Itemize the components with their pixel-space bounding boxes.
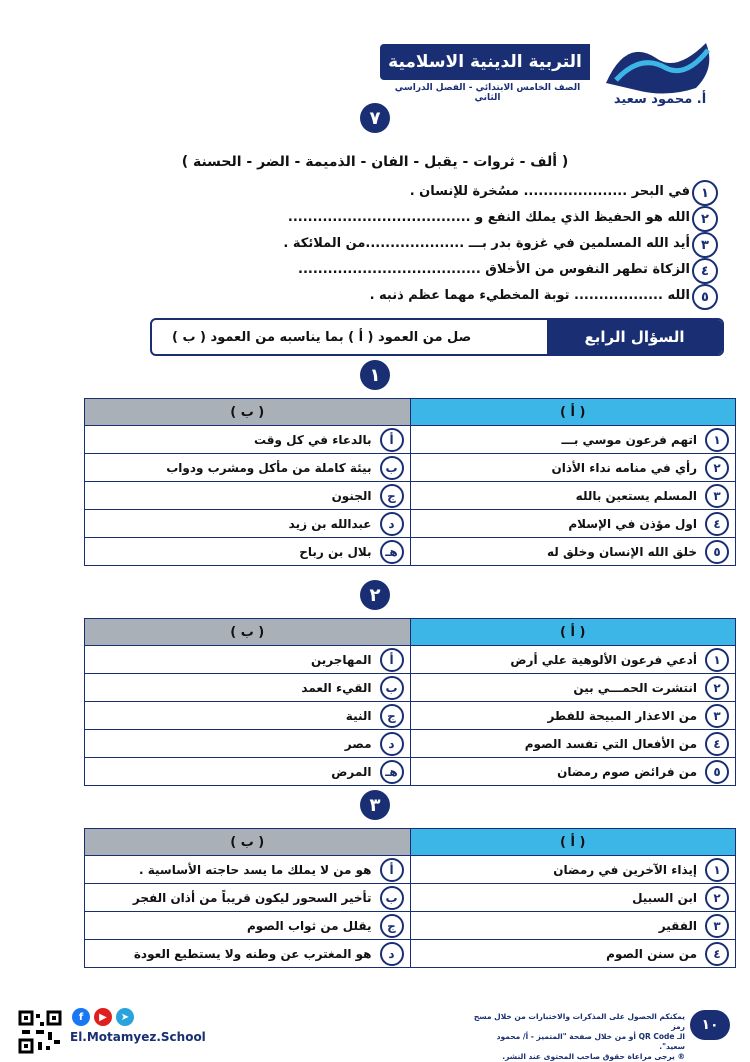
number-badge: ٢ <box>705 456 729 480</box>
matching-table <box>84 828 736 968</box>
number-badge: ٤ <box>705 732 729 756</box>
fill-item-number: ١ <box>692 180 718 206</box>
column-a-text: اتهم فرعون موسي بـــ <box>561 432 697 447</box>
column-b-text: المرض <box>331 764 372 779</box>
letter-badge: ج <box>380 704 404 728</box>
column-a-text: أدعي فرعون الألوهية علي أرض <box>510 652 697 667</box>
column-b-text: بالدعاء في كل وقت <box>253 432 372 447</box>
fill-item-text: في البحر ..................... مسُخرة للإنسان . <box>409 184 690 199</box>
question-banner <box>150 318 724 356</box>
header-subtitle: الصف الخامس الابتدائي - الفصل الدراسي الثاني <box>394 83 581 103</box>
table-row <box>85 538 736 566</box>
column-a-text: من الأفعال التي تفسد الصوم <box>524 736 697 751</box>
column-a-text: من الاعذار المبيحة للفطر <box>547 708 697 723</box>
facebook-icon[interactable]: f <box>72 1008 90 1026</box>
table-number-badge: ٢ <box>360 580 390 610</box>
table-number-badge: ٣ <box>360 790 390 820</box>
column-b-text: يقلل من ثواب الصوم <box>247 918 372 933</box>
table-row <box>85 730 736 758</box>
number-badge: ٤ <box>705 512 729 536</box>
column-a-text: المسلم يستعين بالله <box>575 488 697 503</box>
number-badge: ١ <box>705 858 729 882</box>
fill-item-text: الله .................. توبة المخطيء مهما عظم ذنبه . <box>369 288 690 303</box>
column-b-text: هو من لا يملك ما يسد حاجته الأساسية . <box>138 862 372 877</box>
column-b-text: النية <box>345 708 372 723</box>
table-row <box>85 856 736 884</box>
header-title-bar <box>380 44 590 80</box>
column-b-text: القيء العمد <box>301 680 372 695</box>
fill-item-text: أيد الله المسلمين في غزوة بدر بـــ ....................من الملائكة . <box>283 236 690 251</box>
column-b-text: مصر <box>344 736 372 751</box>
table-row <box>85 646 736 674</box>
matching-table <box>84 398 736 566</box>
letter-badge: د <box>380 512 404 536</box>
fill-item-text: الله هو الحفيظ الذي يملك النفع و ..................................... <box>287 210 690 225</box>
letter-badge: ب <box>380 676 404 700</box>
word-bank: ( ألف - ثروات - يقبل - الفان - الذميمة - الضر - الحسنة ) <box>181 154 569 170</box>
social-icons <box>72 1008 134 1026</box>
column-b-text: تأخير السحور ليكون قريباً من أذان الفجر <box>132 890 372 905</box>
column-a-text: انتشرت الحمـــي بين <box>573 680 697 695</box>
number-badge: ١ <box>705 648 729 672</box>
letter-badge: أ <box>380 858 404 882</box>
column-a-text: اول مؤذن في الإسلام <box>568 516 697 531</box>
qr-code-icon <box>18 1010 62 1054</box>
telegram-icon[interactable]: ➤ <box>116 1008 134 1026</box>
table-row <box>85 940 736 968</box>
site-name: El.Motamyez.School <box>70 1030 206 1044</box>
letter-badge: هـ <box>380 540 404 564</box>
letter-badge: ج <box>380 484 404 508</box>
header-title: التربية الدينية الاسلامية <box>388 52 582 72</box>
brand-logo <box>596 28 726 100</box>
table-row <box>85 482 736 510</box>
number-badge: ٣ <box>705 484 729 508</box>
column-b-header: ( ب ) <box>85 619 411 646</box>
youtube-icon[interactable]: ▶ <box>94 1008 112 1026</box>
number-badge: ٥ <box>705 540 729 564</box>
table-row <box>85 426 736 454</box>
column-a-text: من فرائض صوم رمضان <box>557 764 697 779</box>
table-row <box>85 884 736 912</box>
column-b-text: الجنون <box>331 488 372 503</box>
number-badge: ٢ <box>705 676 729 700</box>
number-badge: ٤ <box>705 942 729 966</box>
column-b-text: بيئة كاملة من مأكل ومشرب ودواب <box>166 460 372 475</box>
column-b-text: عبدالله بن زيد <box>288 516 372 531</box>
column-b-text: المهاجرين <box>310 652 372 667</box>
letter-badge: ج <box>380 914 404 938</box>
column-a-text: خلق الله الإنسان وخلق له <box>547 544 697 559</box>
matching-table <box>84 618 736 786</box>
question-text: صل من العمود ( أ ) بما يناسبه من العمود ( ب ) <box>172 329 472 345</box>
column-b-header: ( ب ) <box>85 399 411 426</box>
column-b-text: هو المغترب عن وطنه ولا يستطيع العودة <box>133 946 372 961</box>
number-badge: ٣ <box>705 704 729 728</box>
footer-note: يمكنكم الحصول على المذكرات والاختبارات من خلال مسح رمز الـ QR Code أو من خلال صفحة "المتميز - أ/ محمود سعيد". ® يرجى مراعاة حقوق صاحب المحتوى عند النشر. <box>473 1012 685 1061</box>
column-b-header: ( ب ) <box>85 829 411 856</box>
column-a-text: من سنن الصوم <box>606 946 697 961</box>
number-badge: ٣ <box>705 914 729 938</box>
fill-item-text: الزكاة تطهر النفوس من الأخلاق ..................................... <box>298 262 690 277</box>
table-number-badge: ١ <box>360 360 390 390</box>
table-row <box>85 454 736 482</box>
table-row <box>85 912 736 940</box>
column-a-text: الفقير <box>658 918 697 933</box>
table-row <box>85 510 736 538</box>
column-a-text: إيذاء الآخرين في رمضان <box>553 862 697 877</box>
column-a-text: رأي في منامه نداء الأذان <box>551 460 697 475</box>
page-number: ١٠ <box>690 1010 730 1040</box>
number-badge: ١ <box>705 428 729 452</box>
column-a-header: ( أ ) <box>410 399 736 426</box>
table-row <box>85 702 736 730</box>
number-badge: ٥ <box>705 760 729 784</box>
fill-item-number: ٥ <box>692 284 718 310</box>
fill-item-number: ٣ <box>692 232 718 258</box>
letter-badge: د <box>380 732 404 756</box>
table-row <box>85 674 736 702</box>
question-label: السؤال الرابع <box>547 320 722 354</box>
table-row <box>85 758 736 786</box>
letter-badge: ب <box>380 456 404 480</box>
section-number-badge: ٧ <box>360 103 390 133</box>
author-name: أ. محمود سعيد <box>613 92 707 107</box>
column-a-header: ( أ ) <box>410 829 736 856</box>
letter-badge: د <box>380 942 404 966</box>
letter-badge: هـ <box>380 760 404 784</box>
fill-item-number: ٤ <box>692 258 718 284</box>
fill-item-number: ٢ <box>692 206 718 232</box>
letter-badge: أ <box>380 648 404 672</box>
column-a-text: ابن السبيل <box>632 890 697 905</box>
number-badge: ٢ <box>705 886 729 910</box>
column-b-text: بلال بن رباح <box>299 544 372 559</box>
column-a-header: ( أ ) <box>410 619 736 646</box>
letter-badge: ب <box>380 886 404 910</box>
letter-badge: أ <box>380 428 404 452</box>
